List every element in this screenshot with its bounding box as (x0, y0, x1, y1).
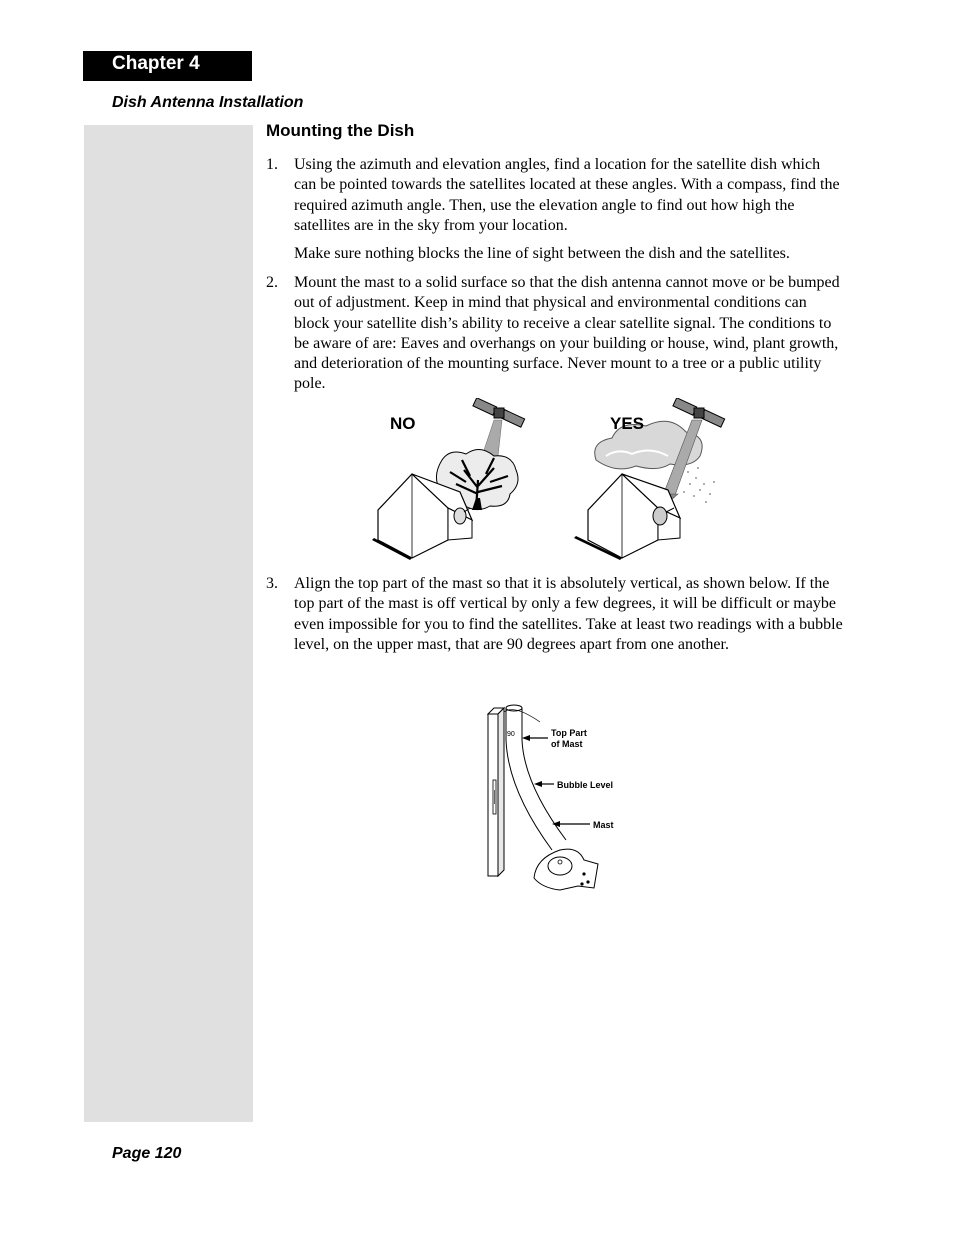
yes-label: YES (610, 414, 645, 433)
svg-text:Top Part: Top Part (551, 728, 587, 738)
mast-illustration (478, 700, 638, 900)
step-number: 1. (266, 156, 278, 173)
angle-label: 90 (507, 731, 515, 738)
step-text: Mount the mast to a solid surface so that the dish antenna cannot move or be bumped out of adjustment. Keep in mind that physical and environmental conditions can block your satellite dish’s ability to receive a clear satellite signal. The conditions to be aware of are: Eaves and overhangs on your building or house, wind, plant growth, and deterioration of the mounting surface. Never mount to a tree or a public utility pole. (294, 274, 840, 393)
no-yes-illustration (370, 398, 730, 563)
bubble-level-icon (488, 708, 504, 876)
step-number: 2. (266, 274, 278, 291)
step-1-note: Make sure nothing blocks the line of sight between the dish and the satellites. (294, 245, 790, 262)
svg-text:of Mast: of Mast (551, 739, 583, 749)
step-number: 3. (266, 575, 278, 592)
sidebar-margin (84, 125, 253, 1122)
svg-text:Mast: Mast (593, 820, 614, 830)
step-text: Align the top part of the mast so that it is absolutely vertical, as shown below. If the top part of the mast is off vertical by only a few degrees, it will be difficult or maybe even impossible for you to find the satellites. Take at least two readings with a bubble level, on the upper mast, that are 90 degrees apart from one another. (294, 575, 843, 653)
callout-mast (552, 820, 614, 830)
step-1 (266, 155, 844, 236)
step-3 (266, 574, 844, 655)
page-number: Page 120 (112, 1145, 182, 1162)
chapter-tab: Chapter 4 (83, 51, 252, 81)
step-2 (266, 273, 844, 395)
svg-text:Bubble Level: Bubble Level (557, 780, 614, 790)
callout-top-part (522, 728, 587, 749)
section-header: Dish Antenna Installation (112, 94, 304, 111)
step-text: Using the azimuth and elevation angles, find a location for the satellite dish which can be pointed towards the satellites located at these angles. With a compass, find the required azimuth angle. Then, use the elevation angle to find out how high the satellites are in the sky from your location. (294, 156, 840, 234)
rain-icon (679, 467, 715, 503)
callout-bubble-level (534, 780, 613, 790)
page-title: Mounting the Dish (266, 121, 415, 140)
no-label: NO (390, 414, 416, 433)
